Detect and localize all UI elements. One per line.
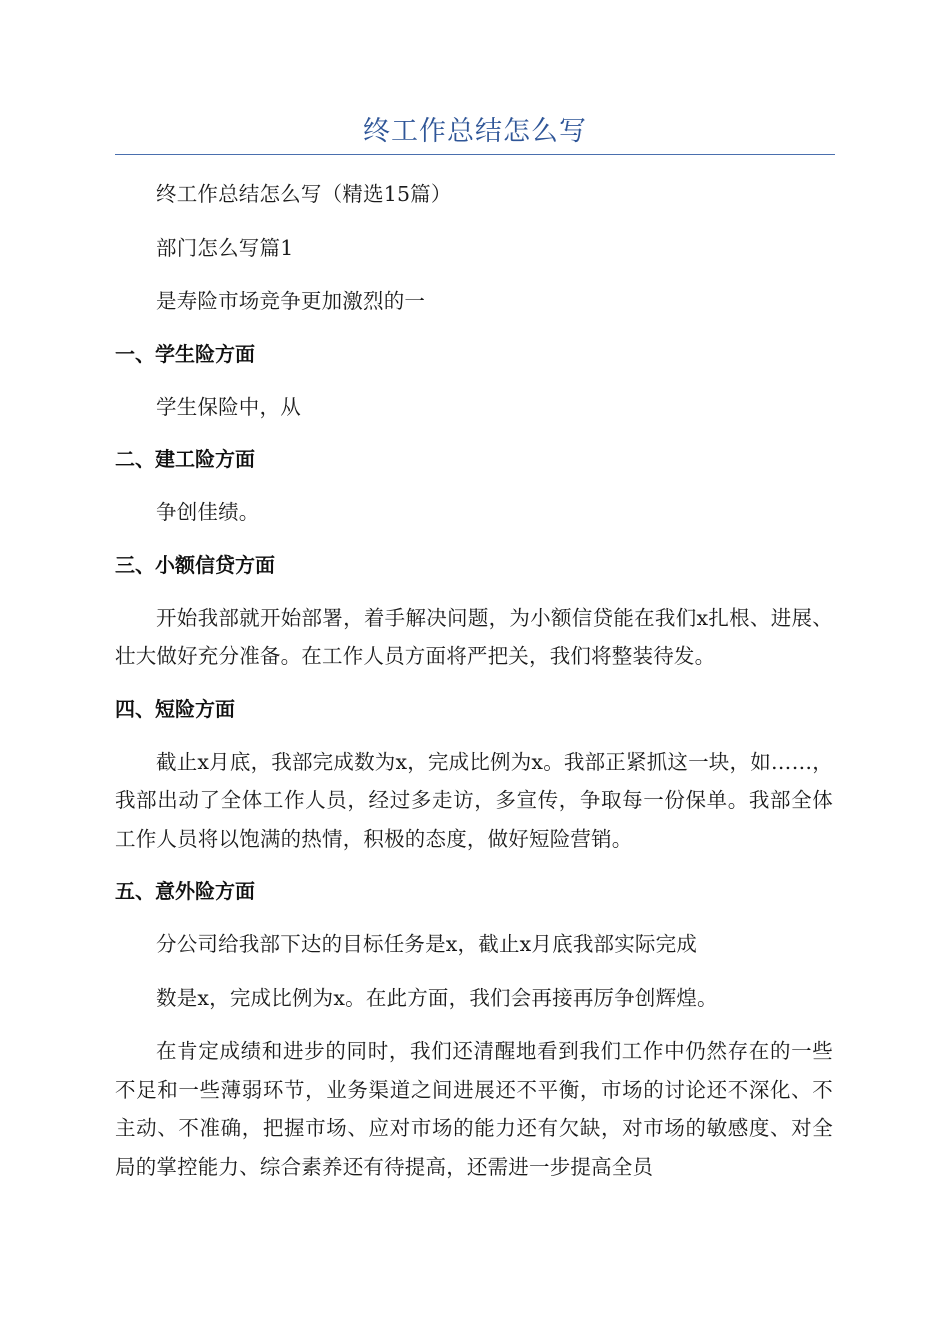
paragraph-accident-insurance-1: 分公司给我部下达的目标任务是x，截止x月底我部实际完成 xyxy=(156,932,698,956)
paragraph-shortcomings: 在肯定成绩和进步的同时，我们还清醒地看到我们工作中仍然存在的一些不足和一些薄弱环节，业务渠道之间进展还不平衡，市场的讨论还不深化、不主动、不准确，把握市场、应对市场的能力还有欠缺，对市场的敏感度、对全局的掌控能力、综合素养还有待提高，还需进一步提高全员 xyxy=(115,1039,833,1179)
heading-microcredit: 三、小额信贷方面 xyxy=(115,552,275,577)
paragraph-intro: 是寿险市场竞争更加激烈的一 xyxy=(156,289,426,313)
title-underline xyxy=(115,154,835,155)
heading-accident-insurance: 五、意外险方面 xyxy=(115,879,255,903)
heading-construction-insurance: 二、建工险方面 xyxy=(115,447,255,471)
paragraph-subtitle: 终工作总结怎么写（精选15篇） xyxy=(156,182,452,206)
paragraph-accident-insurance-2: 数是x，完成比例为x。在此方面，我们会再接再厉争创辉煌。 xyxy=(156,985,718,1010)
paragraph-student-insurance: 学生保险中，从 xyxy=(156,394,301,419)
heading-student-insurance: 一、学生险方面 xyxy=(115,341,255,366)
document-body xyxy=(115,175,833,1186)
paragraph-section-label: 部门怎么写篇1 xyxy=(156,235,294,260)
paragraph-short-term-insurance: 截止x月底，我部完成数为x，完成比例为x。我部正紧抓这一块，如……，我部出动了全体工作人员，经过多走访，多宣传，争取每一份保单。我部全体工作人员将以饱满的热情，积极的态度，做好短险营销。 xyxy=(115,749,833,851)
paragraph-microcredit: 开始我部就开始部署，着手解决问题，为小额信贷能在我们x扎根、进展、壮大做好充分准备。在工作人员方面将严把关，我们将整装待发。 xyxy=(115,605,833,668)
heading-short-term-insurance: 四、短险方面 xyxy=(115,696,235,721)
paragraph-construction-insurance: 争创佳绩。 xyxy=(156,500,260,524)
document-title: 终工作总结怎么写 xyxy=(363,116,587,147)
